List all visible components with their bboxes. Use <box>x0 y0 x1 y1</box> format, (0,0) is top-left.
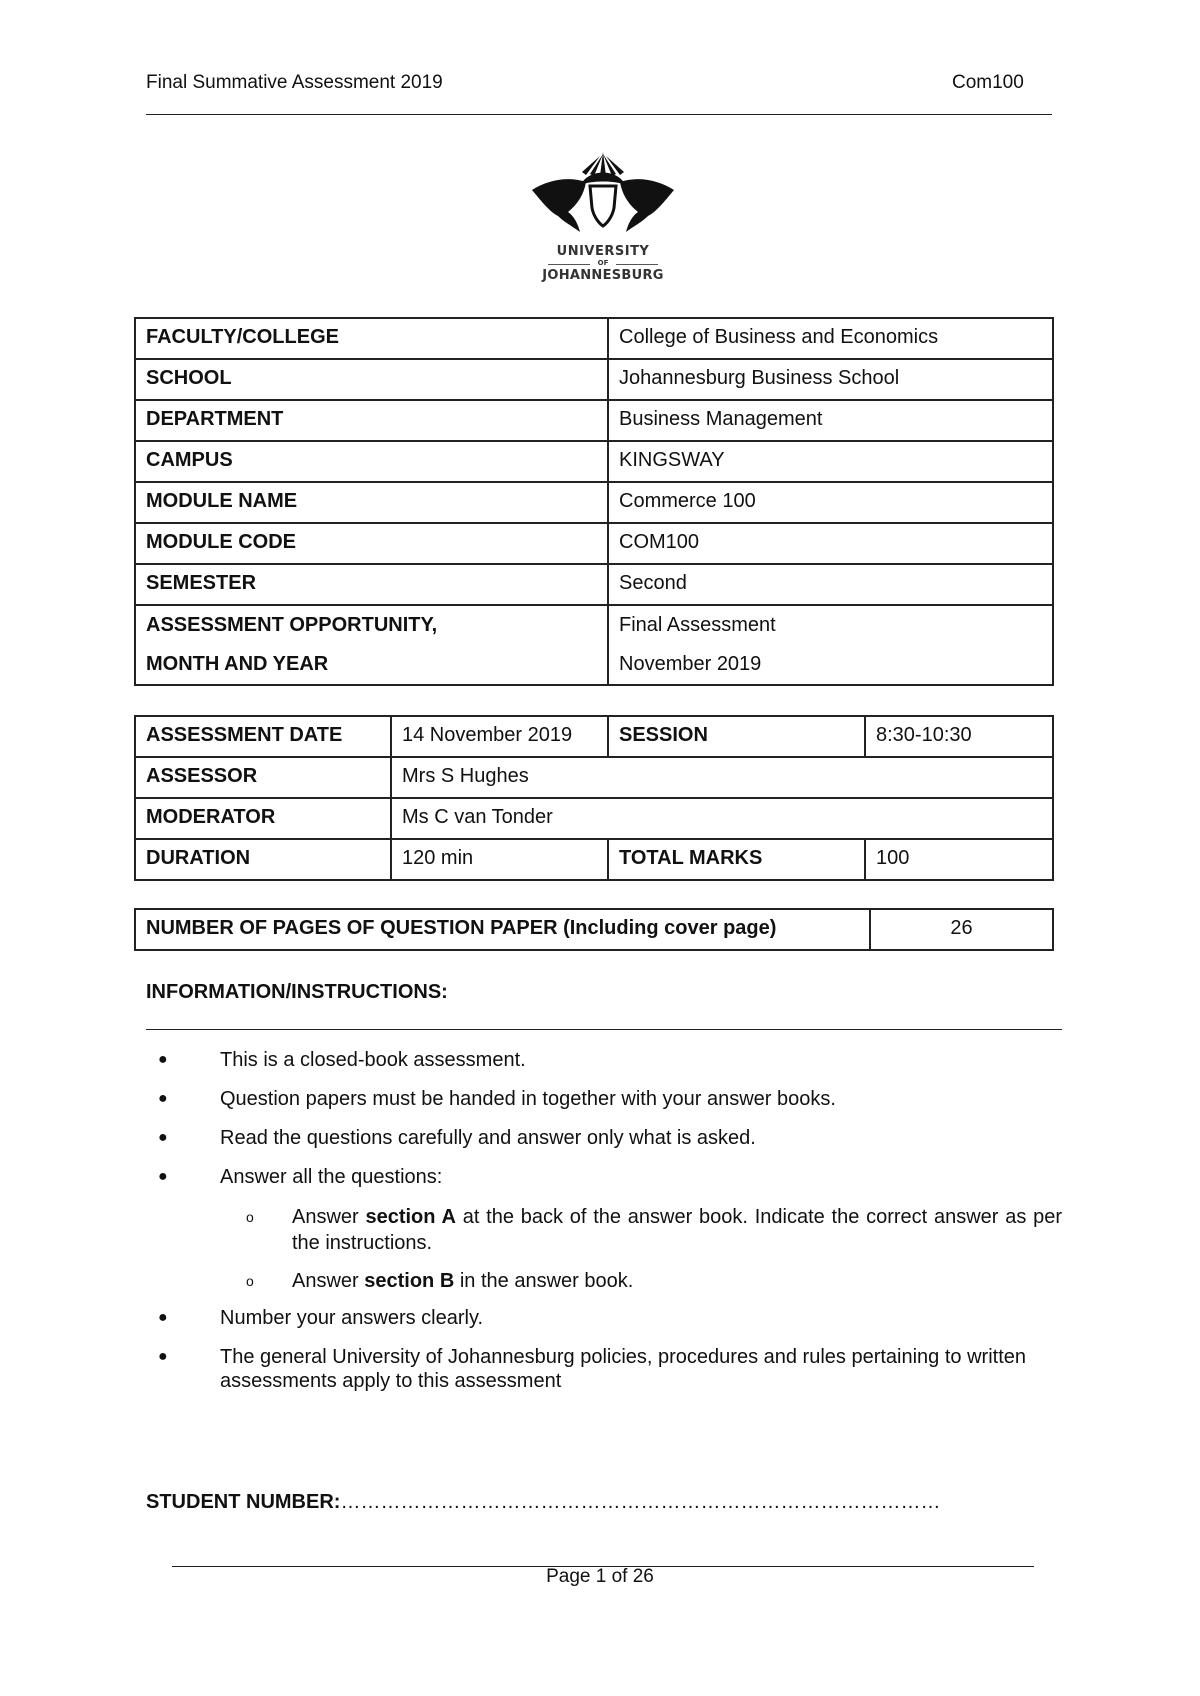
instructions-list <box>146 1048 1062 1408</box>
university-crest-icon <box>528 146 678 242</box>
module-details-table <box>134 317 1054 686</box>
logo-text-of: OF <box>597 259 609 267</box>
list-item <box>146 1165 1062 1189</box>
module-name-value: Commerce 100 <box>608 482 1053 523</box>
list-item <box>146 1048 1062 1072</box>
duration-label: DURATION <box>135 839 391 880</box>
moderator-label: MODERATOR <box>135 798 391 839</box>
table-row <box>135 798 1053 839</box>
bullet-icon: ● <box>158 1348 168 1365</box>
bullet-icon: ● <box>158 1051 168 1068</box>
sub-text-post: at the back of the answer book. Indicate the correct answer as per the instructions. <box>292 1206 1063 1254</box>
table-row <box>135 757 1053 798</box>
list-item <box>146 1306 1062 1330</box>
header-divider <box>146 114 1052 115</box>
moderator-value: Ms C van Tonder <box>391 798 1053 839</box>
table-row <box>135 523 1053 564</box>
department-label: DEPARTMENT <box>135 400 608 441</box>
campus-label: CAMPUS <box>135 441 608 482</box>
session-value: 8:30-10:30 <box>865 716 1053 757</box>
sub-text-post: in the answer book. <box>454 1270 634 1292</box>
department-value: Business Management <box>608 400 1053 441</box>
logo-text-university: UNIVERSITY <box>556 244 650 259</box>
sub-text-pre: Answer <box>292 1206 366 1228</box>
module-code-value: COM100 <box>608 523 1053 564</box>
school-value: Johannesburg Business School <box>608 359 1053 400</box>
instruction-text: This is a closed-book assessment. <box>220 1049 526 1071</box>
list-item <box>146 1087 1062 1111</box>
sub-list-item <box>146 1204 1062 1256</box>
table-row <box>135 564 1053 605</box>
list-item <box>146 1126 1062 1150</box>
instructions-divider <box>146 1029 1062 1030</box>
total-marks-value: 100 <box>865 839 1053 880</box>
module-name-label: MODULE NAME <box>135 482 608 523</box>
assessor-value: Mrs S Hughes <box>391 757 1053 798</box>
module-code-label: MODULE CODE <box>135 523 608 564</box>
table-row <box>135 318 1053 359</box>
sub-text-bold: section B <box>364 1270 455 1292</box>
sub-text-pre: Answer <box>292 1270 365 1292</box>
table-row <box>135 605 1053 685</box>
opportunity-value <box>608 605 1053 685</box>
instruction-text: The general University of Johannesburg policies, procedures and rules pertaining to written assessments apply to this assessment <box>220 1346 1027 1392</box>
instruction-text: Number your answers clearly. <box>220 1307 484 1329</box>
student-number-label: STUDENT NUMBER: <box>146 1491 341 1513</box>
table-row <box>135 839 1053 880</box>
list-item <box>146 1345 1062 1393</box>
student-number-blank[interactable]: ……………………………………………………………………………… <box>340 1491 941 1513</box>
total-marks-label: TOTAL MARKS <box>608 839 865 880</box>
session-label: SESSION <box>608 716 865 757</box>
semester-value: Second <box>608 564 1053 605</box>
table-row <box>135 909 1053 950</box>
assessor-label: ASSESSOR <box>135 757 391 798</box>
bullet-icon: ● <box>158 1129 168 1146</box>
circle-bullet-icon: o <box>246 1209 254 1225</box>
table-row <box>135 359 1053 400</box>
opportunity-label-line1: ASSESSMENT OPPORTUNITY, <box>146 614 438 636</box>
page-count-label: NUMBER OF PAGES OF QUESTION PAPER (Including cover page) <box>135 909 870 950</box>
campus-value: KINGSWAY <box>608 441 1053 482</box>
school-label: SCHOOL <box>135 359 608 400</box>
date-label: ASSESSMENT DATE <box>135 716 391 757</box>
sub-list-item <box>146 1268 1062 1294</box>
logo-text-johannesburg: JOHANNESBURG <box>542 268 664 283</box>
header-module-code: Com100 <box>952 72 1024 93</box>
opportunity-label <box>135 605 608 685</box>
circle-bullet-icon: o <box>246 1273 254 1289</box>
student-number-field[interactable] <box>146 1491 940 1514</box>
duration-value: 120 min <box>391 839 608 880</box>
faculty-label: FACULTY/COLLEGE <box>135 318 608 359</box>
instruction-text: Question papers must be handed in together with your answer books. <box>220 1088 836 1110</box>
table-row <box>135 400 1053 441</box>
faculty-value: College of Business and Economics <box>608 318 1053 359</box>
schedule-table <box>134 715 1054 881</box>
page-count-value: 26 <box>870 909 1053 950</box>
sub-text-bold: section A <box>365 1206 456 1228</box>
bullet-icon: ● <box>158 1309 168 1326</box>
opportunity-label-line2: MONTH AND YEAR <box>146 653 329 675</box>
instructions-title: INFORMATION/INSTRUCTIONS: <box>146 981 448 1003</box>
table-row <box>135 716 1053 757</box>
date-value: 14 November 2019 <box>391 716 608 757</box>
instruction-text: Read the questions carefully and answer only what is asked. <box>220 1127 756 1149</box>
instruction-text: Answer all the questions: <box>220 1166 443 1188</box>
semester-label: SEMESTER <box>135 564 608 605</box>
table-row <box>135 482 1053 523</box>
bullet-icon: ● <box>158 1090 168 1107</box>
university-logo <box>528 146 678 286</box>
opportunity-value-line1: Final Assessment <box>619 614 776 636</box>
header-title: Final Summative Assessment 2019 <box>146 72 443 93</box>
bullet-icon: ● <box>158 1168 168 1185</box>
logo-rule-right <box>616 264 658 265</box>
page-number: Page 1 of 26 <box>546 1566 654 1587</box>
opportunity-value-line2: November 2019 <box>619 653 762 675</box>
table-row <box>135 441 1053 482</box>
page-count-table <box>134 908 1054 951</box>
